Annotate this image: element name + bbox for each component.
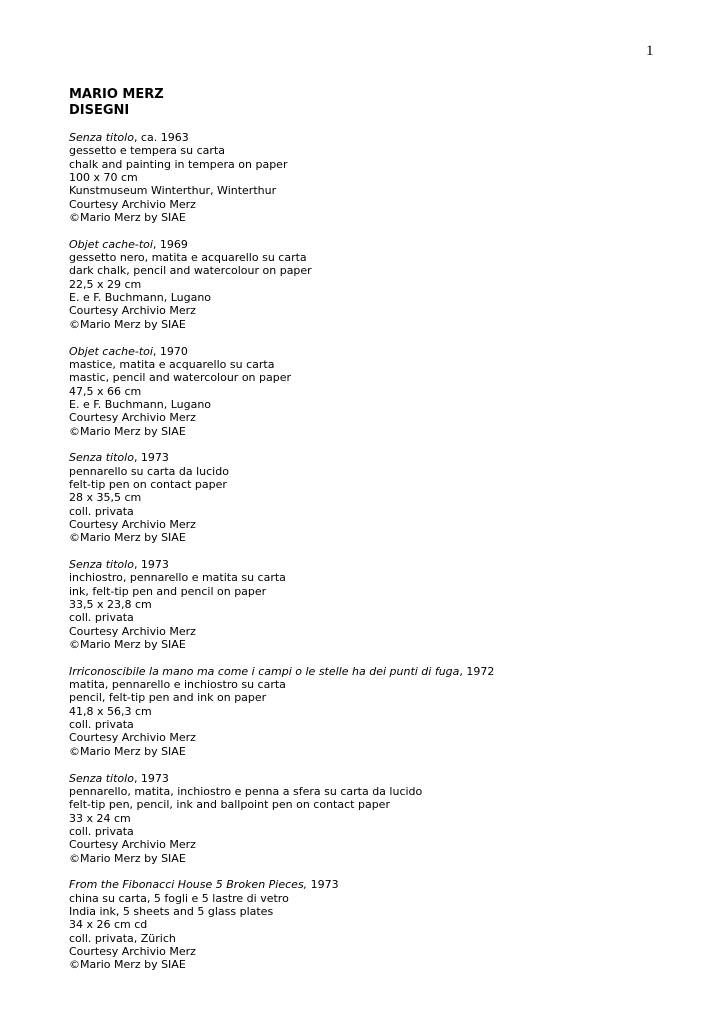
artwork-detail-line: Courtesy Archivio Merz [69, 944, 196, 958]
artwork-entry [69, 772, 709, 865]
artwork-detail-line: ©Mario Merz by SIAE [69, 744, 186, 758]
artwork-title-line [69, 878, 709, 891]
artwork-date: , 1973 [133, 558, 169, 571]
artwork-detail-line: E. e F. Buchmann, Lugano [69, 291, 212, 305]
artwork-title-line [69, 345, 709, 358]
artwork-date: , 1970 [152, 344, 188, 358]
artwork-detail-line: ©Mario Merz by SIAE [69, 958, 186, 972]
artwork-title: Senza titolo [69, 558, 134, 571]
artwork-detail-line: coll. privata [69, 718, 134, 732]
artwork-title: Irriconoscibile la mano ma come i campi o le stelle ha dei punti di fuga [69, 664, 460, 678]
artwork-entry [69, 558, 709, 651]
artwork-detail-line: 28 x 35,5 cm [69, 491, 142, 505]
artwork-title-line [69, 665, 709, 678]
artwork-detail-line: ©Mario Merz by SIAE [69, 851, 186, 865]
artwork-title-line [69, 238, 709, 251]
artwork-detail-line: 34 x 26 cm cd [69, 918, 148, 932]
artwork-detail-line: inchiostro, pennarello e matita su carta [69, 571, 286, 585]
artwork-detail-line: dark chalk, pencil and watercolour on paper [69, 264, 312, 278]
artwork-detail-line: 100 x 70 cm [69, 171, 138, 185]
artwork-entry [69, 451, 709, 544]
artwork-entry [69, 878, 709, 971]
artwork-detail-line: pennarello su carta da lucido [69, 464, 229, 478]
artwork-date: , 1969 [152, 237, 188, 251]
artwork-entry [69, 238, 709, 331]
section-title: DISEGNI [69, 103, 130, 118]
artwork-entry [69, 131, 709, 224]
artwork-detail-line: Courtesy Archivio Merz [69, 838, 196, 852]
artwork-title: Senza titolo [69, 451, 134, 465]
artwork-detail-line: Courtesy Archivio Merz [69, 517, 196, 531]
artwork-date: 1973 [307, 878, 339, 892]
artwork-detail-line: India ink, 5 sheets and 5 glass plates [69, 904, 274, 918]
artwork-detail-line: china su carta, 5 fogli e 5 lastre di vetro [69, 891, 289, 905]
artwork-detail-line: Courtesy Archivio Merz [69, 624, 196, 638]
artwork-title: Objet cache-toi [69, 344, 153, 358]
artwork-detail-line: Kunstmuseum Winterthur, Winterthur [69, 184, 277, 198]
artwork-detail-line: ©Mario Merz by SIAE [69, 638, 186, 652]
artwork-detail-line: coll. privata [69, 611, 134, 625]
artwork-detail-line: ©Mario Merz by SIAE [69, 531, 186, 545]
artwork-detail-line: 33,5 x 23,8 cm [69, 598, 152, 612]
artwork-title-line [69, 558, 709, 571]
artwork-detail-line: coll. privata, Zürich [69, 931, 176, 945]
artwork-detail-line: Courtesy Archivio Merz [69, 731, 196, 745]
artwork-detail-line: gessetto e tempera su carta [69, 144, 225, 158]
artwork-date: , ca. 1963 [133, 131, 189, 144]
artwork-detail-line: coll. privata [69, 504, 134, 518]
artwork-detail-line: matita, pennarello e inchiostro su carta [69, 678, 286, 692]
artwork-detail-line: ©Mario Merz by SIAE [69, 424, 186, 438]
artwork-date: , 1972 [459, 664, 495, 678]
artwork-detail-line: coll. privata [69, 824, 134, 838]
artwork-detail-line: E. e F. Buchmann, Lugano [69, 397, 212, 411]
artwork-title-line [69, 772, 709, 785]
artwork-detail-line: 41,8 x 56,3 cm [69, 704, 152, 718]
artwork-detail-line: ©Mario Merz by SIAE [69, 317, 186, 331]
artwork-detail-line: Courtesy Archivio Merz [69, 304, 196, 318]
artwork-list [69, 131, 709, 985]
artwork-title: Senza titolo [69, 771, 134, 785]
artwork-title: From the Fibonacci House 5 Broken Pieces, [69, 878, 308, 892]
artwork-detail-line: ©Mario Merz by SIAE [69, 211, 186, 225]
artwork-detail-line: pennarello, matita, inchiostro e penna a sfera su carta da lucido [69, 784, 423, 798]
artwork-date: , 1973 [133, 451, 169, 465]
artwork-title-line [69, 131, 709, 144]
page-number: 1 [646, 43, 654, 59]
artwork-entry [69, 345, 709, 438]
artwork-detail-line: mastic, pencil and watercolour on paper [69, 371, 292, 385]
artwork-detail-line: felt-tip pen on contact paper [69, 477, 227, 491]
artwork-detail-line: 22,5 x 29 cm [69, 277, 142, 291]
artwork-title-line [69, 451, 709, 464]
artwork-title: Objet cache-toi [69, 237, 153, 251]
artist-name: MARIO MERZ [69, 87, 164, 102]
artwork-detail-line: felt-tip pen, pencil, ink and ballpoint pen on contact paper [69, 798, 390, 812]
artwork-title: Senza titolo [69, 131, 134, 144]
artwork-detail-line: gessetto nero, matita e acquarello su carta [69, 251, 307, 265]
artwork-entry [69, 665, 709, 758]
artwork-detail-line: Courtesy Archivio Merz [69, 197, 196, 211]
artwork-detail-line: chalk and painting in tempera on paper [69, 157, 288, 171]
artwork-detail-line: Courtesy Archivio Merz [69, 411, 196, 425]
artwork-detail-line: ink, felt-tip pen and pencil on paper [69, 584, 267, 598]
artwork-detail-line: mastice, matita e acquarello su carta [69, 357, 275, 371]
artwork-detail-line: pencil, felt-tip pen and ink on paper [69, 691, 267, 705]
document-heading [69, 87, 164, 119]
artwork-detail-line: 47,5 x 66 cm [69, 384, 142, 398]
artwork-date: , 1973 [133, 771, 169, 785]
artwork-detail-line: 33 x 24 cm [69, 811, 131, 825]
